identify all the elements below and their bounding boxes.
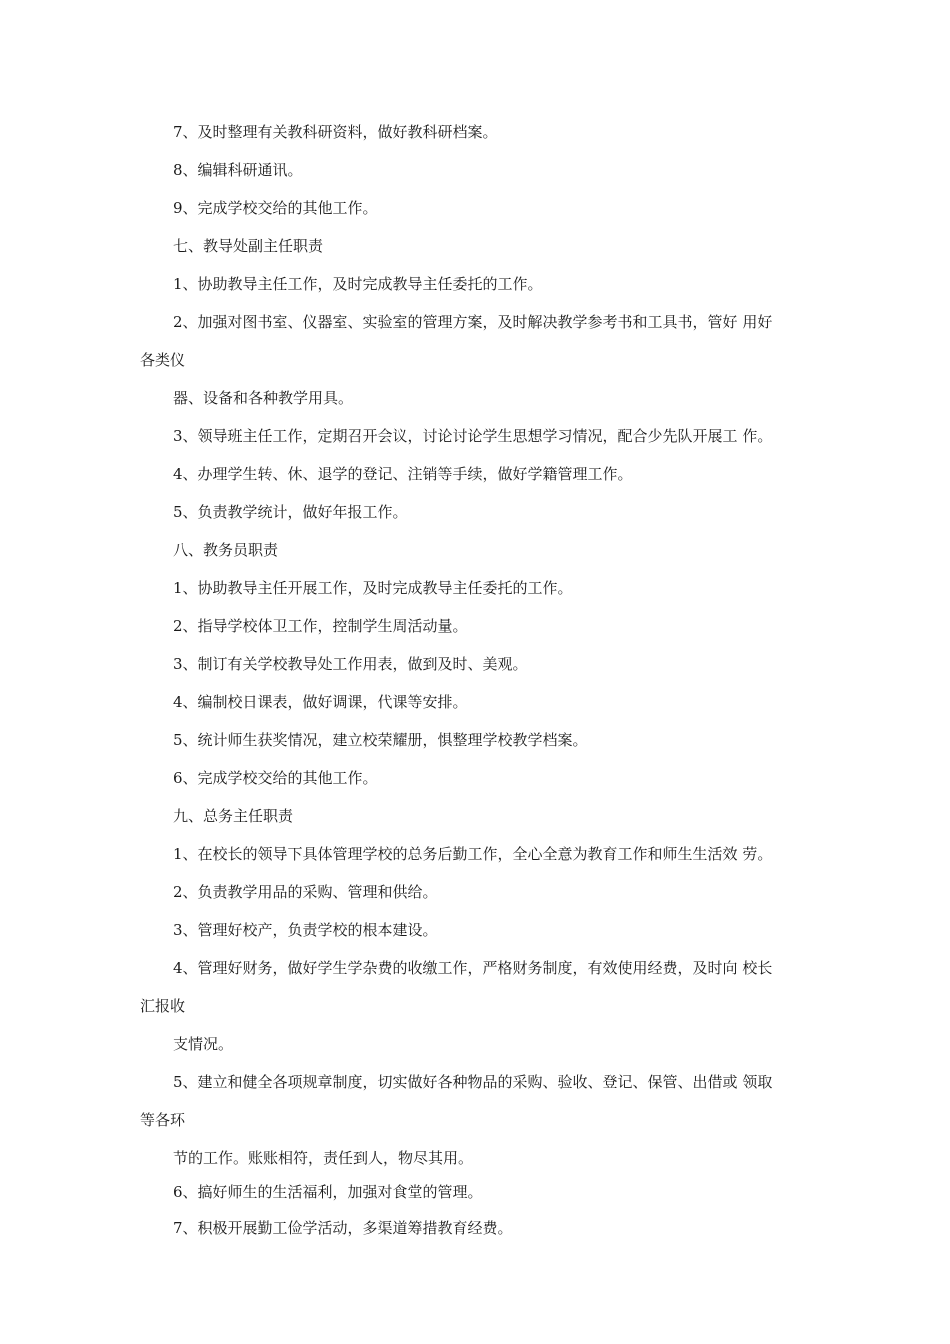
paragraph-line: 3、制订有关学校教导处工作用表，做到及时、美观。	[173, 655, 528, 673]
paragraph-line: 7、及时整理有关教科研资料，做好教科研档案。	[173, 123, 498, 141]
paragraph-line: 4、办理学生转、休、退学的登记、注销等手续，做好学籍管理工作。	[173, 465, 633, 483]
paragraph-line: 6、搞好师生的生活福利，加强对食堂的管理。	[173, 1183, 483, 1201]
paragraph-line: 5、统计师生获奖情况，建立校荣耀册，惧整理学校教学档案。	[173, 731, 588, 749]
paragraph-line: 2、加强对图书室、仪器室、实验室的管理方案，及时解决教学参考书和工具书，管好 用好	[173, 313, 773, 331]
paragraph-line: 节的工作。账账相符，责任到人，物尽其用。	[173, 1149, 474, 1167]
paragraph-line: 汇报收	[140, 997, 186, 1015]
paragraph-line: 2、指导学校体卫工作，控制学生周活动量。	[173, 617, 468, 635]
section-heading: 七、教导处副主任职责	[173, 237, 324, 255]
paragraph-line: 1、协助教导主任工作，及时完成教导主任委托的工作。	[173, 275, 543, 293]
paragraph-line: 器、设备和各种教学用具。	[173, 389, 354, 407]
section-heading: 九、总务主任职责	[173, 807, 294, 825]
paragraph-line: 5、建立和健全各项规章制度，切实做好各种物品的采购、验收、登记、保管、出借或 领取	[173, 1073, 773, 1091]
paragraph-line: 9、完成学校交给的其他工作。	[173, 199, 378, 217]
paragraph-line: 7、积极开展勤工俭学活动，多渠道筹措教育经费。	[173, 1219, 513, 1237]
section-heading: 八、教务员职责	[173, 541, 279, 559]
paragraph-line: 3、管理好校产，负责学校的根本建设。	[173, 921, 438, 939]
paragraph-line: 1、在校长的领导下具体管理学校的总务后勤工作，全心全意为教育工作和师生生活效 劳。	[173, 845, 773, 863]
paragraph-line: 8、编辑科研通讯。	[173, 161, 303, 179]
paragraph-line: 5、负责教学统计，做好年报工作。	[173, 503, 408, 521]
paragraph-line: 支情况。	[173, 1035, 234, 1053]
paragraph-line: 6、完成学校交给的其他工作。	[173, 769, 378, 787]
paragraph-line: 2、负责教学用品的采购、管理和供给。	[173, 883, 438, 901]
paragraph-line: 等各环	[140, 1111, 186, 1129]
paragraph-line: 3、领导班主任工作，定期召开会议，讨论讨论学生思想学习情况，配合少先队开展工 作。	[173, 427, 773, 445]
paragraph-line: 1、协助教导主任开展工作，及时完成教导主任委托的工作。	[173, 579, 573, 597]
paragraph-line: 4、管理好财务，做好学生学杂费的收缴工作，严格财务制度，有效使用经费，及时向 校长	[173, 959, 773, 977]
paragraph-line: 4、编制校日课表，做好调课，代课等安排。	[173, 693, 468, 711]
paragraph-line: 各类仪	[140, 351, 186, 369]
